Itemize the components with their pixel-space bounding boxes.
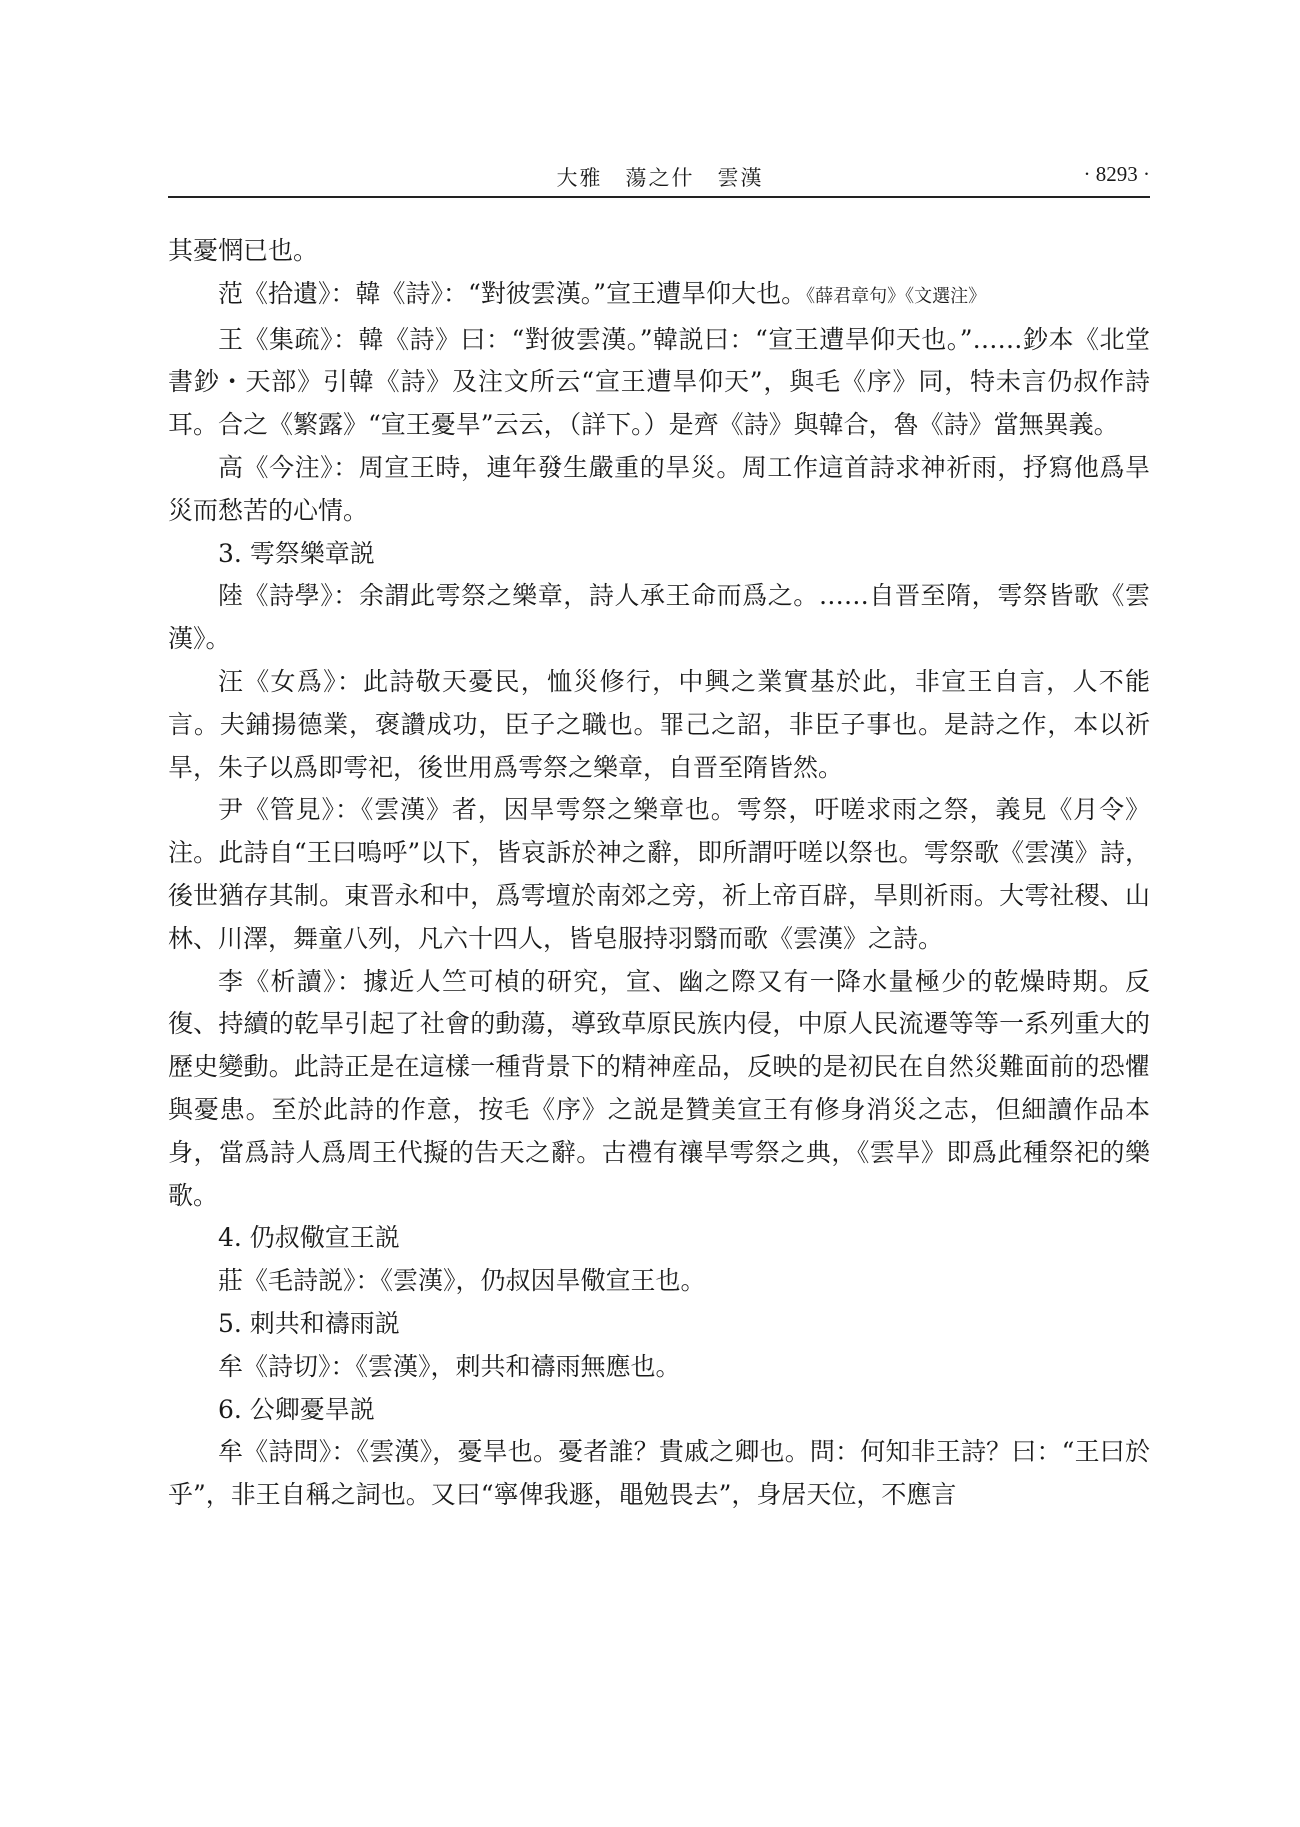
paragraph-li: 李《析讀》：據近人竺可楨的研究，宣、幽之際又有一降水量極少的乾燥時期。反復、持續的乾旱引起了社會的動蕩，導致草原民族内侵，中原人民流遷等等一系列重大的歷史變動。此詩正是在這樣一種背景下的精神産品，反映的是初民在自然災難面前的恐懼與憂患。至於此詩的作意，按毛《序》之説是贊美宣王有修身消災之志，但細讀作品本身，當爲詩人爲周王代擬的告天之辭。古禮有禳旱雩祭之典，《雲旱》即爲此種祭祀的樂歌。: [168, 966, 1150, 1210]
paragraph-mou-qie: 牟《詩切》：《雲漢》，刺共和禱雨無應也。: [218, 1351, 681, 1381]
running-title: 大雅 蕩之什 雲漢: [556, 166, 764, 190]
section-heading-4: 4. 仍叔儆宣王説: [218, 1223, 400, 1253]
paragraph-mou-wen: 牟《詩問》：《雲漢》，憂旱也。憂者誰？貴戚之卿也。問：何知非王詩？曰：“王曰於乎”，非王自稱之詞也。又曰“寧俾我遯，黽勉畏去”，身居天位，不應言: [168, 1437, 1150, 1510]
section-heading-5: 5. 刺共和禱雨説: [218, 1308, 400, 1338]
paragraph-yin: 尹《管見》：《雲漢》者，因旱雩祭之樂章也。雩祭，吁嗟求雨之祭，義見《月令》注。此詩自“王曰嗚呼”以下，皆哀訴於神之辭，即所謂吁嗟以祭也。雩祭歌《雲漢》詩，後世猶存其制。東晋永和中，爲雩壇於南郊之旁，祈上帝百辟，旱則祈雨。大雩社稷、山林、川澤，舞童八列，凡六十四人，皆皂服持羽翳而歌《雲漢》之詩。: [168, 795, 1150, 953]
page-number: · 8293 ·: [1083, 162, 1150, 186]
paragraph-zhuang: 莊《毛詩説》：《雲漢》，仍叔因旱儆宣王也。: [218, 1266, 706, 1296]
paragraph-wang-nv: 汪《女爲》：此詩敬天憂民，恤災修行，中興之業實基於此，非宣王自言，人不能言。夫鋪揚德業，褒讚成功，臣子之職也。罪己之詔，非臣子事也。是詩之作，本以祈旱，朱子以爲即雩祀，後世用爲雩祭之樂章，自晋至隋皆然。: [168, 666, 1150, 782]
paragraph-gao: 高《今注》：周宣王時，連年發生嚴重的旱災。周工作這首詩求神祈雨，抒寫他爲旱災而愁苦的心情。: [168, 452, 1150, 525]
paragraph-lu: 陸《詩學》：余謂此雩祭之樂章，詩人承王命而爲之。……自晋至隋，雩祭皆歌《雲漢》。: [168, 581, 1150, 654]
section-heading-3: 3. 雩祭樂章説: [218, 538, 375, 568]
paragraph-continuation: 其憂惘已也。: [168, 236, 319, 265]
paragraph-wang: 王《集疏》：韓《詩》曰：“對彼雲漢。”韓説曰：“宣王遭旱仰天也。”……鈔本《北堂書鈔・天部》引韓《詩》及注文所云“宣王遭旱仰天”，與毛《序》同，特未言仍叔作詩耳。合之《繁露》“宣王憂旱”云云，（詳下。）是齊《詩》與韓合，魯《詩》當無異義。: [168, 324, 1150, 440]
body-text: [168, 230, 1150, 1517]
header-rule: [168, 196, 1150, 198]
running-header: [170, 162, 1150, 198]
section-heading-6: 6. 公卿憂旱説: [218, 1394, 375, 1424]
paragraph-fan-text: 范《拾遺》：韓《詩》：“對彼雲漢。”宣王遭旱仰大也。: [218, 278, 807, 308]
paragraph-fan: [168, 273, 1150, 319]
source-note: 《薛君章句》《文選注》: [806, 285, 987, 307]
